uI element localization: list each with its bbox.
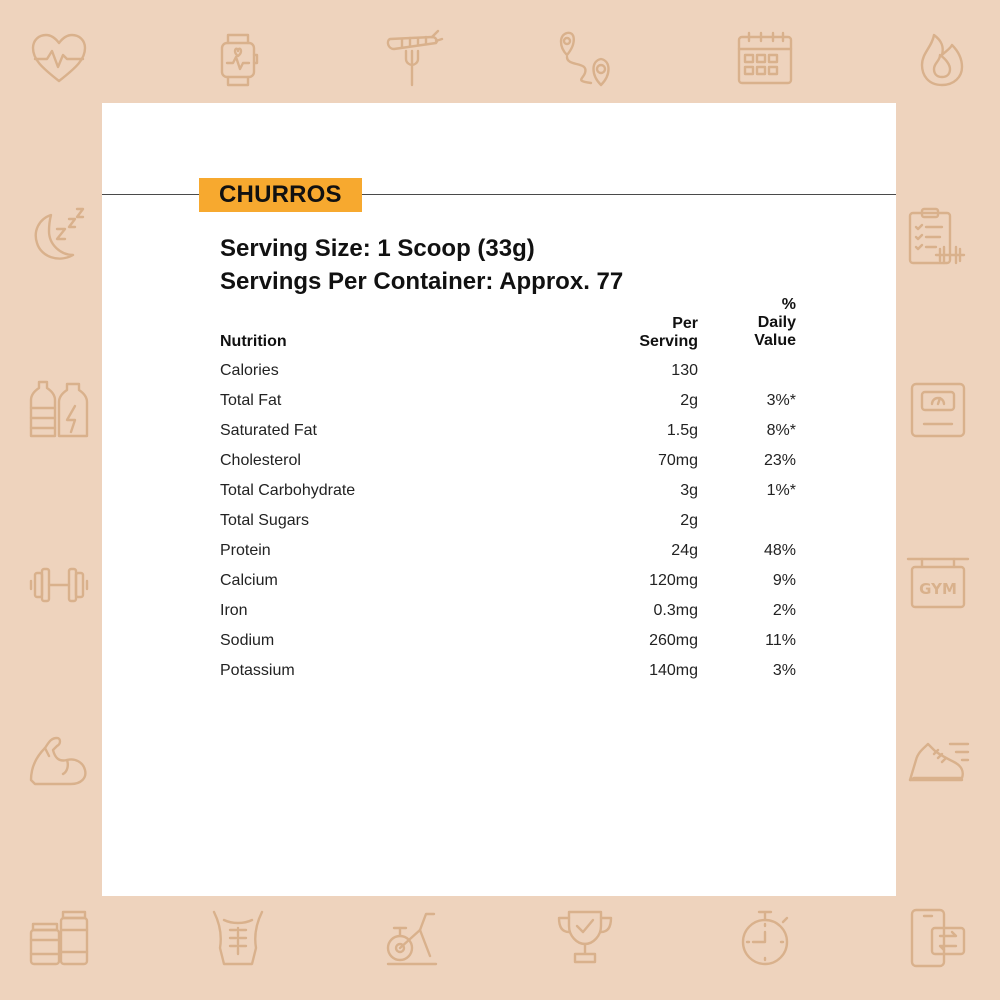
phone-sync-icon [906, 906, 970, 970]
table-row [220, 626, 796, 656]
nutrient-daily-value: 3%* [766, 392, 796, 409]
nutrient-name: Protein [220, 542, 271, 559]
clipboard-dumbbell-icon [906, 205, 970, 269]
nutrient-name: Total Carbohydrate [220, 482, 356, 499]
nutrient-daily-value: 23% [763, 452, 796, 469]
smartwatch-icon [206, 27, 270, 91]
exercise-bike-icon [380, 906, 444, 970]
nutrient-name: Cholesterol [220, 452, 301, 469]
table-row [220, 536, 796, 566]
table-row [220, 506, 796, 536]
per-serving-header-line1: Per [672, 315, 698, 332]
heart-rate-icon [27, 27, 91, 91]
bicep-icon [27, 728, 91, 792]
nutrient-amount: 2g [680, 512, 698, 529]
daily-value-header-line2: Daily [757, 314, 796, 331]
table-row [220, 446, 796, 476]
serving-size: Serving Size: 1 Scoop (33g) [220, 235, 535, 262]
servings-per-container: Servings Per Container: Approx. 77 [220, 268, 624, 295]
table-row [220, 566, 796, 596]
sleep-moon-icon [27, 205, 91, 269]
carrot-fork-icon [380, 27, 444, 91]
nutrient-name: Total Sugars [220, 512, 309, 529]
nutrient-daily-value: 11% [765, 632, 796, 649]
table-row [220, 656, 796, 686]
per-serving-header-line2: Serving [639, 333, 698, 350]
table-row [220, 416, 796, 446]
nutrient-amount: 1.5g [666, 422, 698, 439]
nutrient-amount: 70mg [657, 452, 698, 469]
nutrient-name: Iron [220, 602, 248, 619]
nutrient-name: Sodium [220, 632, 275, 649]
table-row [220, 596, 796, 626]
nutrient-amount: 3g [680, 482, 698, 499]
svg-text:GYM: GYM [919, 580, 957, 598]
nutrient-daily-value: 48% [763, 542, 796, 559]
nutrient-daily-value: 9% [772, 572, 796, 589]
nutrient-daily-value: 8%* [766, 422, 796, 439]
nutrition-panel [102, 103, 896, 896]
nutrient-amount: 140mg [649, 662, 698, 679]
nutrient-daily-value: 2% [772, 602, 796, 619]
nutrient-amount: 130 [671, 362, 698, 379]
per-serving-header [578, 315, 698, 351]
calendar-icon [733, 27, 797, 91]
serving-info [220, 232, 623, 298]
daily-value-header [696, 296, 796, 350]
table-row [220, 386, 796, 416]
nutrition-header: Nutrition [220, 333, 287, 350]
nutrient-name: Saturated Fat [220, 422, 317, 439]
flame-icon [910, 27, 974, 91]
flavor-tag: CHURROS [199, 178, 362, 212]
stopwatch-icon [733, 906, 797, 970]
nutrient-name: Calories [220, 362, 279, 379]
nutrient-daily-value: 3% [772, 662, 796, 679]
nutrition-table [220, 356, 796, 686]
nutrient-amount: 120mg [649, 572, 698, 589]
nutrient-amount: 24g [671, 542, 698, 559]
supplement-jars-icon [27, 906, 91, 970]
trophy-icon [553, 906, 617, 970]
table-row [220, 476, 796, 506]
daily-value-header-line1: % [781, 296, 796, 313]
nutrient-daily-value: 1%* [766, 482, 796, 499]
table-row [220, 356, 796, 386]
route-pin-icon [553, 27, 617, 91]
running-shoe-icon [906, 728, 970, 792]
dumbbell-icon [27, 553, 91, 617]
nutrient-amount: 0.3mg [653, 602, 698, 619]
nutrient-name: Potassium [220, 662, 295, 679]
abs-torso-icon [206, 906, 270, 970]
nutrient-amount: 2g [680, 392, 698, 409]
nutrient-name: Calcium [220, 572, 278, 589]
daily-value-header-line3: Value [754, 332, 796, 349]
bottles-icon [27, 378, 91, 442]
gym-sign-icon [906, 553, 970, 617]
nutrient-name: Total Fat [220, 392, 282, 409]
scale-icon [906, 378, 970, 442]
nutrient-amount: 260mg [649, 632, 698, 649]
